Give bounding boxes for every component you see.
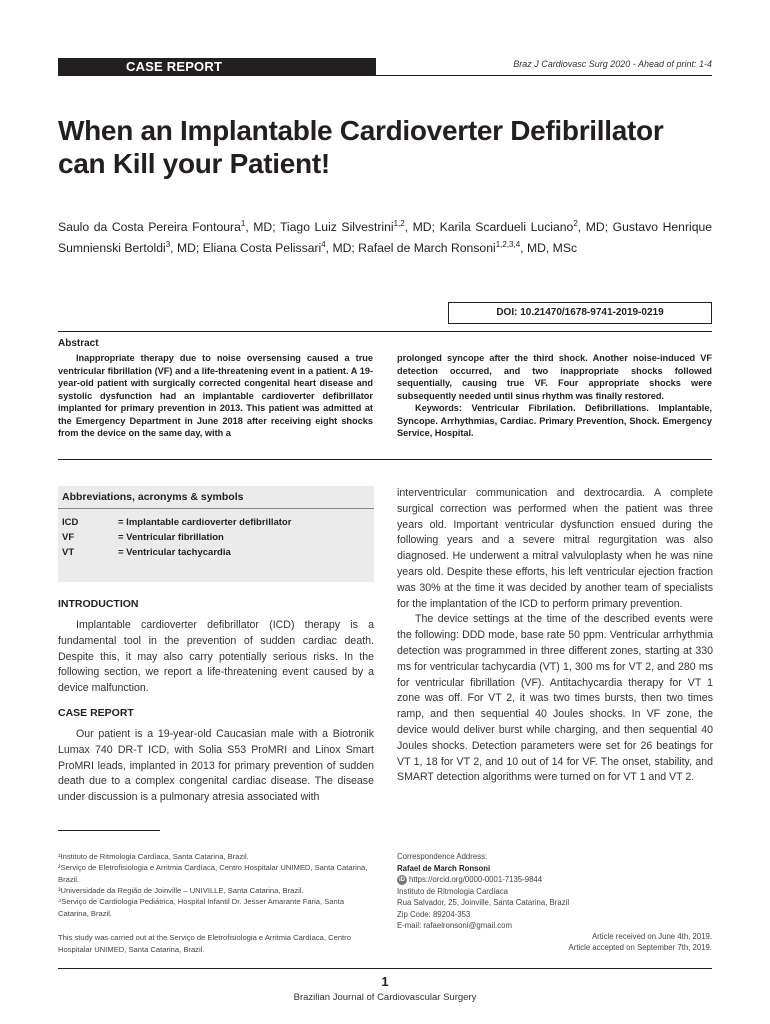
page-number: 1 <box>381 974 389 989</box>
abstract-keywords: Keywords: Ventricular Fibrilation. Defibrillations. Implantable, Syncope. Arrhythmias, Cardiac. Primary Prevention, Shock. Emergency Service, Hospital. <box>397 403 712 438</box>
abbreviation-definition: = Ventricular fibrillation <box>118 532 224 543</box>
journal-name-footer: Brazilian Journal of Cardiovascular Surgery <box>293 992 477 1003</box>
abstract-text-left: Inappropriate therapy due to noise oversensing caused a true ventricular fibrillation (VF) and a life-threatening event in a patient. A 19-year-old patient with surgically corrected congenital heart disease and systolic dysfunction had an implantable cardioverter defibrillator implanted for primary prevention in 2013. This patient was admitted at the Emergency Department in June 2018 after receiving eight shocks from the device on the same day, with a <box>58 353 373 438</box>
abstract-top-rule <box>58 331 712 332</box>
author-affiliation: 3 <box>165 240 171 250</box>
author-affiliation: 2 <box>573 219 578 228</box>
correspondence-block <box>397 851 712 932</box>
author-degree: , MD; <box>404 220 440 235</box>
orcid-icon: iD <box>399 876 405 883</box>
journal-reference: Braz J Cardiovasc Surg 2020 - Ahead of print: 1-4 <box>513 59 712 69</box>
author-degree: , MD, MSc <box>520 241 578 256</box>
case-report-paragraph: Our patient is a 19-year-old Caucasian male with a Biotronik Lumax 740 DR-T ICD, with Solia S53 ProMRI and Linox Smart ProMRI leads, implanted in 2013 for primary prevention of sudden death due to a complex congenital cardiac disease. The disease under discussion is a pulmonary atresia associated with <box>58 728 374 804</box>
affiliation-4: ⁴Serviço de Cardiologia Pediátrica, Hospital Infantil Dr. Jesser Amarante Faria, Santa Catarina, Brazil. <box>58 897 345 918</box>
abstract-right-column <box>397 352 712 440</box>
author-name: Saulo da Costa Pereira Fontoura <box>58 220 241 235</box>
abbreviation-definition: = Ventricular tachycardia <box>118 547 231 558</box>
correspondence-institution: Instituto de Ritmologia Cardíaca <box>397 886 508 896</box>
author-degree: , MD; <box>170 241 203 256</box>
right-column-body <box>397 486 713 786</box>
article-title <box>58 114 718 180</box>
introduction-heading: INTRODUCTION <box>58 598 139 610</box>
abbreviation-definition: = Implantable cardioverter defibrillator <box>118 517 292 528</box>
abbreviation-term: VF <box>62 532 75 543</box>
case-report-heading: CASE REPORT <box>58 707 134 719</box>
author-affiliation: 1 <box>240 219 246 228</box>
correspondence-email[interactable]: E-mail: rafaelronsoni@gmail.com <box>397 921 512 930</box>
abbreviation-term: ICD <box>62 517 79 528</box>
footnote-rule <box>58 830 160 831</box>
abstract-left-column <box>58 352 373 440</box>
author-degree: , MD; <box>325 241 359 256</box>
abstract-text-right: prolonged syncope after the third shock. Another noise-induced VF detection occurred, and two inappropriate shocks followed sequentially, causing true VF. Four appropriate shocks were subsequently needed until sinus rhythm was finally restored. <box>397 353 712 401</box>
author-affiliation: 1,2 <box>393 219 405 228</box>
title-line-1: When an Implantable Cardioverter Defibrillator <box>58 115 664 146</box>
device-settings-paragraph: The device settings at the time of the described events were the following: DDD mode, base rate 50 ppm. Ventricular arrhythmia detection was programmed in three different zones, starting at 330 ms for ventricular tachycardia (VT) 1, 300 ms for VT 2, and 280 ms for ventricular fibrillation (VF). Antitachycardia therapy for VT 1 zone was off. For VT 2, it was two times bursts, then two times ramp, and then sequential 40 Joules shocks. In VF zone, the device would deliver burst while charging, and then sequential 40 Joules shocks. Detection parameters were set for 26 beatings for VT 1, 18 for VT 2, and 10 out of 14 for VF. The onset, stability, and SMART detection algorithms were turned on for VT 1 and VT 2. <box>397 613 713 784</box>
orcid-link[interactable]: https://orcid.org/0000-0001-7135-9844 <box>409 875 543 884</box>
author-degree: , MD; <box>577 220 613 235</box>
abbreviation-term: VT <box>62 547 75 558</box>
affiliation-3: ³Universidade da Região de Joinville – UNIVILLE, Santa Catarina, Brazil. <box>58 886 304 895</box>
author-name: Karila Scardueli Luciano <box>439 220 574 235</box>
author-name: Eliana Costa Pelissari <box>202 241 322 256</box>
doi-link[interactable]: DOI: 10.21470/1678-9741-2019-0219 <box>448 302 712 324</box>
correspondence-label: Correspondence Address: <box>397 852 488 861</box>
author-affiliation: 4 <box>321 240 326 250</box>
case-report-continuation: interventricular communication and dextrocardia. A complete surgical correction was performed when the patient was three years old. Important ventricular dysfunction ensued during the following years and a severe mitral regurgitation was also diagnosed. He underwent a mitral valvuloplasty when he was nine years old. Despite these efforts, his left ventricular ejection fraction was 30% at the time it was decided by another team of specialists for the implantation of the ICD to perform primary prevention. <box>397 487 713 610</box>
author-affiliation: 1,2,3,4 <box>495 240 521 250</box>
abbreviations-heading: Abbreviations, acronyms & symbols <box>62 491 244 503</box>
correspondence-zip: Zip Code: 89204-353 <box>397 909 471 919</box>
accepted-date: Article accepted on September 7th, 2019. <box>568 943 712 952</box>
author-name: Rafael de March Ronsoni <box>358 241 496 256</box>
received-date: Article received on June 4th, 2019. <box>591 932 712 941</box>
section-tag: CASE REPORT <box>58 58 376 76</box>
author-list <box>58 215 712 257</box>
study-location-note: This study was carried out at the Serviço de Eletrofisiologia e Arritmia Cardíaca, Centro Hospitalar UNIMED, Santa Catarina, Brazil. <box>58 933 351 954</box>
abstract-heading: Abstract <box>58 338 99 349</box>
affiliation-1: ¹Instituto de Ritmologia Cardíaca, Santa Catarina, Brazil. <box>58 852 249 861</box>
author-name: Gustavo Henrique Sumnienski Bertoldi <box>58 220 713 256</box>
case-report-body <box>58 727 374 806</box>
title-line-2: can Kill your Patient! <box>58 148 330 179</box>
correspondence-name: Rafael de March Ronsoni <box>397 863 491 873</box>
affiliation-2: ²Serviço de Eletrofisiologia e Arritmia Cardíaca, Centro Hospitalar UNIMED, Santa Catarina, Brazil. <box>58 863 368 884</box>
author-degree: , MD; <box>245 220 280 235</box>
introduction-paragraph: Implantable cardioverter defibrillator (ICD) therapy is a fundamental tool in the prevention of sudden cardiac death. Despite this, it may also carry potentially serious risks. In the following section, we report a life-threatening event caused by a device malfunction. <box>58 619 374 695</box>
introduction-body <box>58 618 374 697</box>
correspondence-street: Rua Salvador, 25, Joinville, Santa Catarina, Brazil <box>397 898 570 907</box>
header-rule <box>376 75 712 76</box>
abstract-bottom-rule <box>58 459 712 460</box>
footer-rule <box>58 968 712 969</box>
author-name: Tiago Luiz Silvestrini <box>279 220 394 235</box>
abbreviations-rule <box>58 508 374 509</box>
orcid-line <box>397 874 712 886</box>
